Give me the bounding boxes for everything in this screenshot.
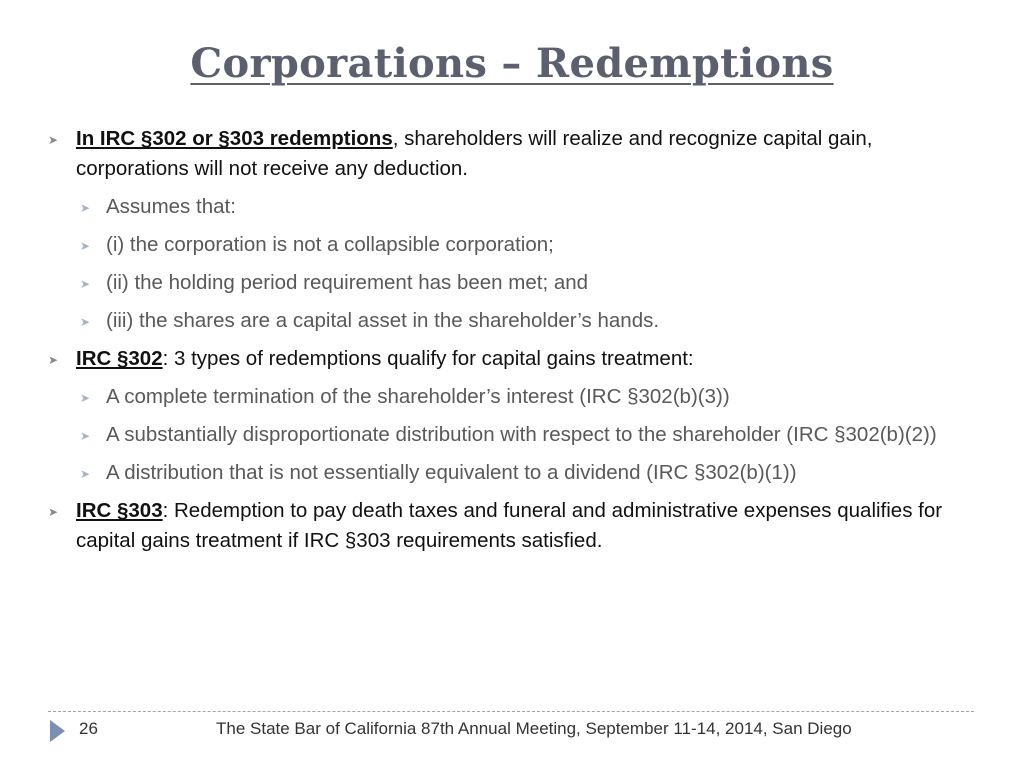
footer-text: The State Bar of California 87th Annual Meeting, September 11-14, 2014, San Diego bbox=[216, 719, 852, 738]
arrow-bullet-icon: ➤ bbox=[80, 277, 91, 291]
sub-bullet-text: (i) the corporation is not a collapsible corporation; bbox=[106, 233, 554, 256]
sub-bullet-item bbox=[48, 192, 968, 222]
sub-bullet-text: (ii) the holding period requirement has been met; and bbox=[106, 271, 589, 294]
bullet-text: : Redemption to pay death taxes and funeral and administrative expenses qualifies for capital gains treatment if IRC §303 requirements satisfied. bbox=[76, 499, 943, 552]
bullet-item bbox=[48, 124, 968, 184]
sub-bullet-item bbox=[48, 458, 968, 488]
arrow-bullet-icon: ➤ bbox=[48, 353, 59, 367]
bullet-item bbox=[48, 496, 968, 556]
bullet-item bbox=[48, 344, 968, 374]
sub-bullet-text: A substantially disproportionate distribution with respect to the shareholder (IRC §302(b)(2)) bbox=[106, 423, 937, 446]
arrow-bullet-icon: ➤ bbox=[48, 133, 59, 147]
slide-content bbox=[48, 124, 968, 564]
triangle-marker-icon bbox=[50, 720, 65, 742]
sub-bullet-text: (iii) the shares are a capital asset in the shareholder’s hands. bbox=[106, 309, 660, 332]
arrow-bullet-icon: ➤ bbox=[80, 239, 91, 253]
arrow-bullet-icon: ➤ bbox=[80, 429, 91, 443]
sub-bullet-text: Assumes that: bbox=[106, 195, 236, 218]
bullet-lead: In IRC §302 or §303 redemptions bbox=[76, 127, 393, 150]
bullet-text: , shareholders will realize and recognize capital gain, corporations will not receive any deduction. bbox=[76, 127, 873, 180]
arrow-bullet-icon: ➤ bbox=[80, 391, 91, 405]
sub-bullet-item bbox=[48, 306, 968, 336]
bullet-lead: IRC §303 bbox=[76, 499, 163, 522]
sub-bullet-item bbox=[48, 382, 968, 412]
sub-bullet-item bbox=[48, 420, 968, 450]
page-number: 26 bbox=[79, 719, 98, 738]
sub-bullet-item bbox=[48, 230, 968, 260]
bullet-text: : 3 types of redemptions qualify for capital gains treatment: bbox=[162, 347, 694, 370]
sub-bullet-item bbox=[48, 268, 968, 298]
arrow-bullet-icon: ➤ bbox=[48, 505, 59, 519]
arrow-bullet-icon: ➤ bbox=[80, 467, 91, 481]
footer-divider bbox=[48, 711, 974, 712]
bullet-lead: IRC §302 bbox=[76, 347, 163, 370]
arrow-bullet-icon: ➤ bbox=[80, 201, 91, 215]
slide-title: Corporations – Redemptions bbox=[190, 40, 834, 87]
sub-bullet-text: A distribution that is not essentially equivalent to a dividend (IRC §302(b)(1)) bbox=[106, 461, 797, 484]
sub-bullet-text: A complete termination of the shareholder’s interest (IRC §302(b)(3)) bbox=[106, 385, 730, 408]
arrow-bullet-icon: ➤ bbox=[80, 315, 91, 329]
